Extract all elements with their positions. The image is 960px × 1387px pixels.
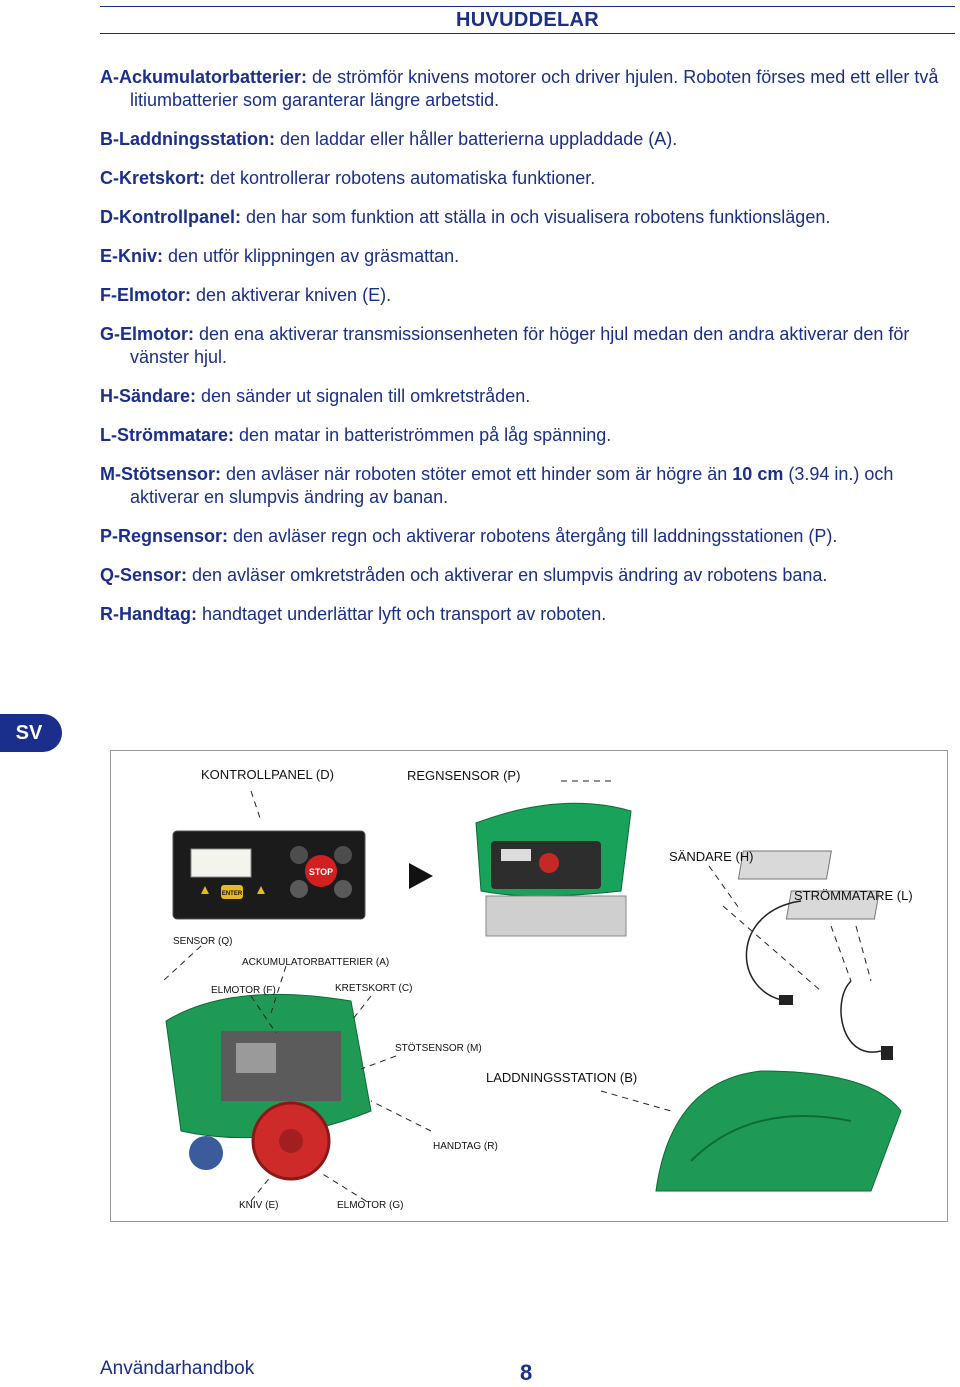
footer-manual-title: Användarhandbok	[100, 1358, 255, 1379]
definition-item: G-Elmotor: den ena aktiverar transmissionsenheten för höger hjul medan den andra aktiverar den för vänster hjul.	[100, 324, 910, 367]
page-number: 8	[520, 1360, 533, 1385]
definition-item: R-Handtag: handtaget underlättar lyft och transport av roboten.	[100, 604, 607, 624]
label-sensor: SENSOR (Q)	[173, 936, 233, 947]
power-supply-illustration	[738, 851, 893, 1060]
definition-item: Q-Sensor: den avläser omkretstråden och aktiverar en slumpvis ändring av robotens bana.	[100, 565, 828, 585]
stop-button-text: STOP	[308, 867, 334, 877]
label-kretskort: KRETSKORT (C)	[335, 983, 413, 994]
label-regnsensor: REGNSENSOR (P)	[407, 768, 521, 783]
label-handtag: HANDTAG (R)	[433, 1141, 498, 1152]
label-ackumulator: ACKUMULATORBATTERIER (A)	[242, 957, 390, 968]
label-kniv: KNIV (E)	[239, 1200, 279, 1211]
charging-station-illustration	[656, 1071, 901, 1191]
definition-item: C-Kretskort: det kontrollerar robotens automatiska funktioner.	[100, 168, 596, 188]
definition-item: D-Kontrollpanel: den har som funktion att ställa in och visualisera robotens funktionslägen.	[100, 207, 831, 227]
label-kontrollpanel: KONTROLLPANEL (D)	[201, 767, 334, 782]
robot-body-illustration	[166, 994, 371, 1179]
definition-item: M-Stötsensor: den avläser när roboten stöter emot ett hinder som är högre än 10 cm (3.94 in.) och aktiverar en slumpvis ändring av banan.	[100, 464, 894, 507]
label-stotsensor: STÖTSENSOR (M)	[395, 1043, 482, 1054]
definition-item: L-Strömmatare: den matar in batteriströmmen på låg spänning.	[100, 425, 612, 445]
label-laddningsstation: LADDNINGSSTATION (B)	[486, 1070, 638, 1085]
definition-list	[100, 66, 960, 642]
language-tab: SV	[0, 714, 62, 752]
parts-diagram	[110, 750, 948, 1222]
enter-button-text: ENTER	[221, 891, 243, 897]
definition-item: H-Sändare: den sänder ut signalen till omkretstråden.	[100, 386, 531, 406]
label-elmotor-g: ELMOTOR (G)	[337, 1200, 404, 1211]
label-elmotor-f: ELMOTOR (F)	[211, 985, 276, 996]
page-header	[100, 6, 955, 34]
definition-item: A-Ackumulatorbatterier: de strömför knivens motorer och driver hjulen. Roboten förses med ett eller två litiumbatterier som garanterar längre arbetstid.	[100, 67, 939, 110]
definition-item: P-Regnsensor: den avläser regn och aktiverar robotens återgång till laddningsstationen (P).	[100, 526, 838, 546]
page-title: HUVUDDELAR	[456, 9, 599, 31]
label-strommatare: STRÖMMATARE (L)	[794, 888, 913, 903]
control-panel-illustration	[173, 831, 365, 919]
robot-front-illustration	[476, 803, 631, 936]
definition-item: E-Kniv: den utför klippningen av gräsmattan.	[100, 246, 460, 266]
definition-item: F-Elmotor: den aktiverar kniven (E).	[100, 285, 392, 305]
definition-item: B-Laddningsstation: den laddar eller håller batterierna uppladdade (A).	[100, 129, 678, 149]
label-sandare: SÄNDARE (H)	[669, 849, 754, 864]
